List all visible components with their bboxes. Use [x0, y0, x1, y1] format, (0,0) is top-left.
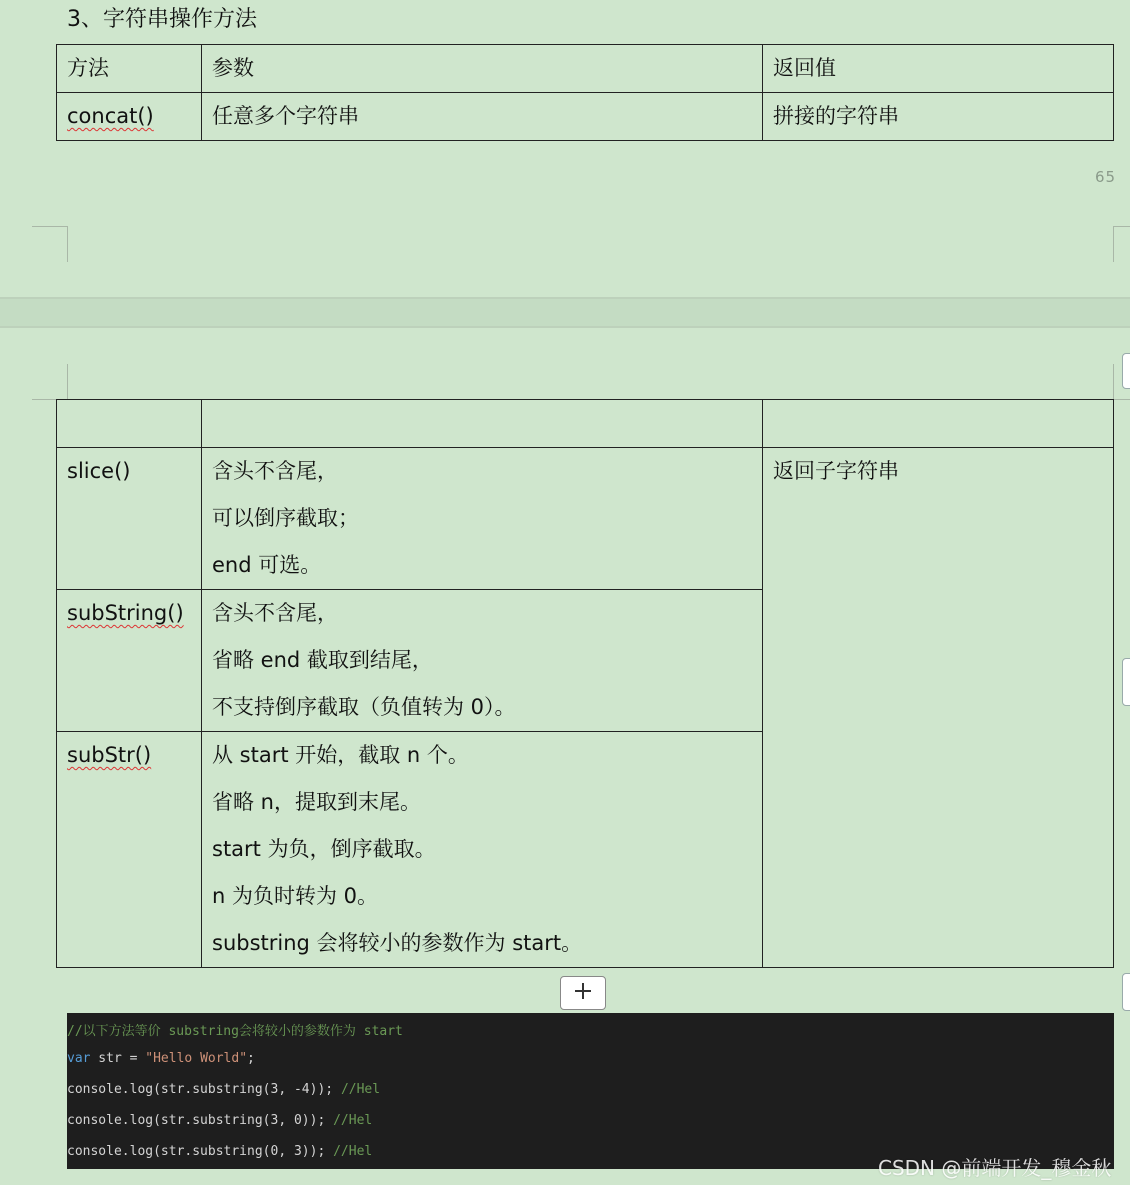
empty-header-row	[57, 400, 1114, 448]
scroll-handle[interactable]	[1122, 973, 1130, 1011]
page-separator	[0, 297, 1130, 328]
substr-desc-line: n 为负时转为 0。	[212, 884, 379, 908]
method-substring: subString()	[67, 601, 184, 625]
code-line-var: var str = "Hello World";	[67, 1051, 255, 1066]
code-comment-line: //以下方法等价 substring会将较小的参数作为 start	[67, 1024, 403, 1039]
returns-substring-cell: 返回子字符串	[763, 448, 1114, 968]
method-substr: subStr()	[67, 743, 152, 767]
section-heading: 3、字符串操作方法	[67, 7, 257, 32]
code-block[interactable]	[67, 1013, 1114, 1169]
substr-desc-line: substring 会将较小的参数作为 start。	[212, 931, 583, 955]
add-row-button[interactable]	[560, 976, 606, 1010]
slice-desc-line: end 可选。	[212, 553, 322, 577]
code-line-log: console.log(str.substring(3, 0)); //Hel	[67, 1113, 373, 1128]
watermark: CSDN @前端开发_穆金秋	[878, 1156, 1112, 1180]
header-method: 方法	[57, 45, 202, 93]
header-params: 参数	[202, 45, 763, 93]
method-concat: concat()	[67, 104, 154, 128]
page-number: 65	[1095, 168, 1117, 186]
methods-table-substring	[56, 399, 1114, 968]
returns-concat: 拼接的字符串	[763, 93, 1114, 141]
substr-desc-line: start 为负，倒序截取。	[212, 837, 436, 861]
substring-desc-line: 省略 end 截取到结尾，	[212, 648, 433, 672]
plus-icon	[573, 981, 593, 1005]
slice-desc-line: 含头不含尾，	[212, 459, 338, 483]
page-corner-mark	[32, 364, 68, 400]
scroll-handle[interactable]	[1122, 658, 1130, 706]
scroll-handle[interactable]	[1122, 353, 1130, 389]
page-corner-mark	[32, 226, 68, 262]
page-corner-mark	[1113, 226, 1130, 262]
substring-desc-line: 不支持倒序截取（负值转为 0）。	[212, 695, 516, 719]
substr-desc-line: 省略 n，提取到末尾。	[212, 790, 421, 814]
table-header-row	[57, 45, 1114, 93]
slice-desc-line: 可以倒序截取；	[212, 506, 359, 530]
header-returns: 返回值	[763, 45, 1114, 93]
code-line-log: console.log(str.substring(0, 3)); //Hel	[67, 1144, 373, 1159]
params-concat: 任意多个字符串	[202, 93, 763, 141]
table-row-concat	[57, 93, 1114, 141]
table-row-slice	[57, 448, 1114, 590]
substr-desc-line: 从 start 开始，截取 n 个。	[212, 743, 469, 767]
code-line-log: console.log(str.substring(3, -4)); //Hel	[67, 1082, 381, 1097]
methods-table-header	[56, 44, 1114, 141]
method-slice: slice()	[57, 448, 202, 590]
substring-desc-line: 含头不含尾，	[212, 601, 338, 625]
